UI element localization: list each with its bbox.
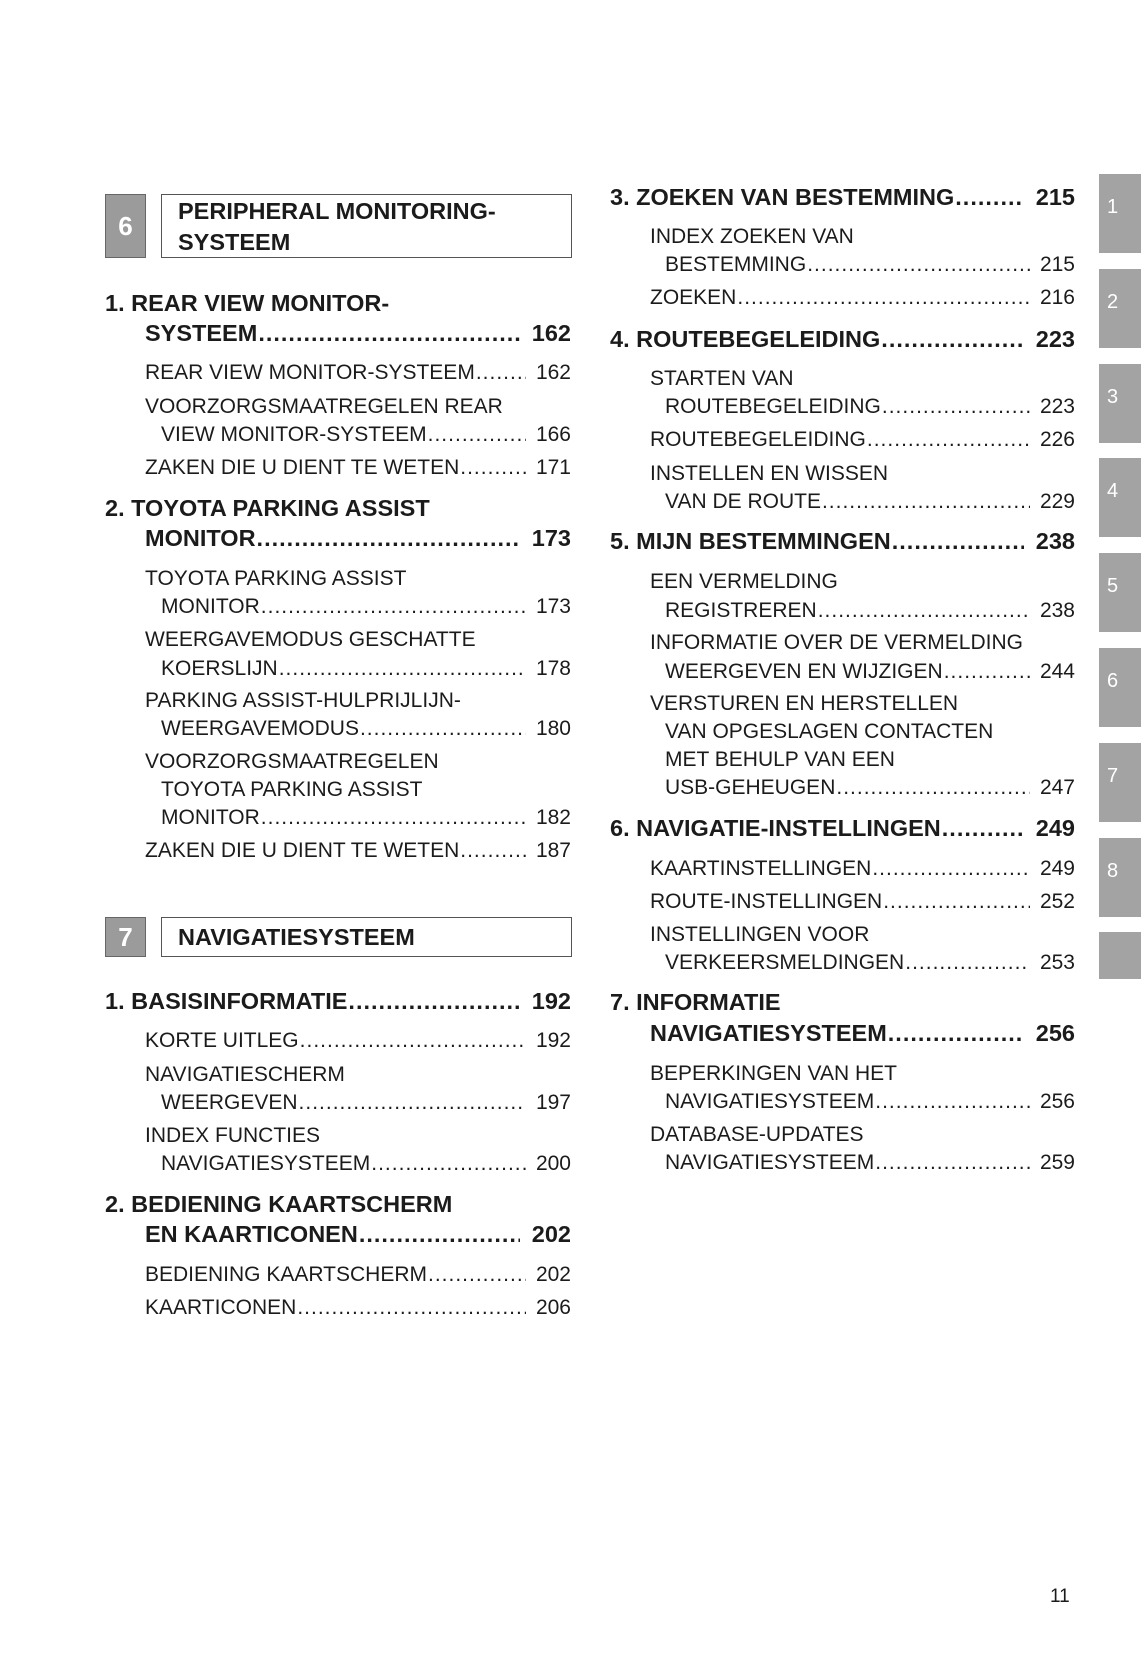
toc-page-number: 166	[535, 422, 571, 446]
toc-item-line	[650, 365, 794, 393]
chapter-tab-index[interactable]	[1099, 932, 1141, 979]
toc-item-line[interactable]	[665, 774, 1075, 802]
toc-section-line	[610, 988, 781, 1016]
toc-entry-text: WEERGEVEN	[161, 1091, 298, 1115]
toc-entry-text: 2. TOYOTA PARKING ASSIST	[105, 495, 430, 522]
toc-entry-text: MONITOR	[161, 806, 260, 830]
toc-entry-text: INDEX FUNCTIES	[145, 1123, 321, 1147]
chapter-tab-1[interactable]: 1	[1099, 174, 1141, 253]
dot-leader	[881, 325, 1023, 353]
chapter-tab-8[interactable]: 8	[1099, 838, 1141, 917]
toc-page-number: 171	[535, 456, 571, 480]
toc-page-number: 249	[1035, 814, 1075, 841]
toc-page-number: 202	[535, 1262, 571, 1286]
toc-item-line	[145, 565, 406, 593]
toc-entry-text: USB-GEHEUGEN	[665, 775, 836, 799]
toc-entry-text: 5. MIJN BESTEMMINGEN	[610, 528, 891, 554]
toc-page-number: 182	[535, 806, 571, 830]
toc-entry-text: WEERGAVEMODUS GESCHATTE	[145, 628, 476, 652]
toc-item-line[interactable]	[665, 1149, 1075, 1177]
toc-item-line	[145, 687, 461, 715]
chapter-tab-2[interactable]: 2	[1099, 269, 1141, 348]
toc-entry-text: VERKEERSMELDINGEN	[665, 950, 905, 974]
toc-item-line[interactable]	[665, 393, 1075, 421]
toc-entry-text: INSTELLEN EN WISSEN	[650, 461, 889, 485]
toc-page-number: 162	[535, 361, 571, 385]
toc-page-number: 192	[531, 987, 571, 1014]
toc-item-line[interactable]	[665, 251, 1075, 279]
toc-item-line[interactable]	[665, 658, 1075, 686]
toc-item-line	[145, 748, 439, 776]
toc-entry-text: TOYOTA PARKING ASSIST	[145, 566, 407, 590]
dot-leader	[348, 987, 519, 1015]
dot-leader	[428, 1261, 526, 1289]
toc-entry-text: 7. INFORMATIE	[610, 988, 781, 1015]
toc-page-number: 253	[1039, 950, 1075, 974]
toc-entry-text: STARTEN VAN	[650, 366, 794, 390]
toc-entry-text: ROUTE-INSTELLINGEN	[650, 889, 883, 913]
toc-item-line[interactable]	[650, 426, 1075, 454]
toc-item-line[interactable]	[145, 1027, 571, 1055]
toc-section-line[interactable]	[145, 1220, 571, 1248]
toc-item-line	[145, 626, 476, 654]
toc-item-line[interactable]	[145, 1294, 571, 1322]
dot-leader	[279, 655, 526, 683]
dot-leader	[888, 1019, 1024, 1047]
toc-page-number: 226	[1039, 427, 1075, 451]
toc-entry-text: MET BEHULP VAN EEN	[665, 748, 895, 772]
toc-section-line	[105, 289, 389, 317]
toc-section-line	[105, 494, 430, 522]
toc-entry-text: 6. NAVIGATIE-INSTELLINGEN	[610, 814, 941, 841]
toc-section-line[interactable]	[610, 325, 1075, 353]
dot-leader	[822, 488, 1030, 516]
toc-entry-text: VOORZORGSMAATREGELEN	[145, 750, 439, 774]
dot-leader	[892, 527, 1024, 555]
toc-item-line	[650, 921, 869, 949]
toc-item-line[interactable]	[161, 655, 571, 683]
toc-entry-text: MONITOR	[161, 595, 260, 619]
toc-page-number: 173	[535, 595, 571, 619]
toc-item-line[interactable]	[161, 804, 571, 832]
dot-leader	[836, 774, 1030, 802]
toc-page-number: 216	[1039, 286, 1075, 310]
chapter-7-number: 7	[105, 917, 146, 957]
toc-entry-text: KAARTINSTELLINGEN	[650, 856, 872, 880]
toc-item-line[interactable]	[161, 1150, 571, 1178]
toc-item-line[interactable]	[161, 715, 571, 743]
toc-page-number: 178	[535, 656, 571, 680]
toc-page-number: 252	[1039, 889, 1075, 913]
toc-entry-text: REGISTREREN	[665, 598, 817, 622]
dot-leader	[905, 949, 1030, 977]
toc-entry-text: INDEX ZOEKEN VAN	[650, 225, 854, 249]
toc-entry-text: ZOEKEN	[650, 286, 737, 310]
toc-entry-text: VAN DE ROUTE	[665, 489, 821, 513]
toc-page-number: 215	[1035, 184, 1075, 211]
toc-item-line[interactable]	[161, 593, 571, 621]
toc-item-line[interactable]	[665, 488, 1075, 516]
toc-entry-text: 2. BEDIENING KAARTSCHERM	[105, 1191, 453, 1218]
toc-entry-text: EN KAARTICONEN	[145, 1220, 358, 1247]
toc-entry-text: NAVIGATIESYSTEEM	[665, 1090, 875, 1113]
toc-entry-text: BESTEMMING	[665, 252, 807, 276]
toc-entry-text: ROUTEBEGELEIDING	[650, 427, 866, 451]
toc-entry-text: 1. REAR VIEW MONITOR-	[105, 289, 390, 316]
toc-item-line	[145, 1061, 345, 1089]
toc-page-number: 223	[1039, 395, 1075, 419]
chapter-tab-4[interactable]: 4	[1099, 458, 1141, 537]
toc-entry-text: KOERSLIJN	[161, 656, 278, 680]
toc-item-line[interactable]	[665, 597, 1075, 625]
toc-item-line	[650, 223, 854, 251]
toc-page-number: 229	[1039, 489, 1075, 513]
toc-entry-text: KAARTICONEN	[145, 1295, 297, 1319]
toc-entry-text: TOYOTA PARKING ASSIST	[161, 777, 423, 801]
toc-item-line[interactable]	[161, 1089, 571, 1117]
dot-leader	[807, 251, 1030, 279]
toc-item-line[interactable]	[145, 1261, 571, 1289]
page-number: 11	[1050, 1586, 1070, 1607]
toc-entry-text: NAVIGATIESYSTEEM	[650, 1020, 887, 1047]
toc-item-line	[650, 1060, 897, 1088]
toc-item-line[interactable]	[650, 888, 1075, 916]
toc-entry-text: BEPERKINGEN VAN HET	[650, 1061, 897, 1085]
toc-entry-text: SYSTEEM	[145, 320, 258, 347]
toc-entry-text: INFORMATIE OVER DE VERMELDING	[650, 631, 1023, 655]
toc-item-line	[650, 568, 838, 596]
toc-entry-text: ROUTEBEGELEIDING	[665, 395, 881, 419]
dot-leader	[875, 1088, 1030, 1116]
toc-page-number: 202	[531, 1220, 571, 1247]
dot-leader	[737, 284, 1030, 312]
toc-entry-text: NAVIGATIESYSTEEM	[665, 1151, 875, 1175]
toc-section-line[interactable]	[105, 987, 571, 1015]
chapter-6-title-line-2: SYSTEEM	[178, 229, 291, 255]
toc-entry-text: VERSTUREN EN HERSTELLEN	[650, 692, 959, 716]
toc-page-number: 256	[1039, 1090, 1075, 1113]
chapter-tab-7[interactable]: 7	[1099, 743, 1141, 822]
dot-leader	[867, 426, 1030, 454]
toc-page-number: 238	[1035, 528, 1075, 554]
dot-leader	[460, 454, 526, 482]
dot-leader	[258, 319, 519, 347]
toc-item-line[interactable]	[650, 284, 1075, 312]
toc-entry-text: INSTELLINGEN VOOR	[650, 923, 870, 947]
toc-entry-text: WEERGEVEN EN WIJZIGEN	[665, 659, 943, 683]
toc-item-line	[665, 718, 993, 746]
dot-leader	[428, 421, 526, 449]
toc-item-line	[145, 393, 503, 421]
dot-leader	[359, 1220, 520, 1248]
toc-item-line	[665, 746, 895, 774]
dot-leader	[818, 597, 1030, 625]
toc-entry-text: ZAKEN DIE U DIENT TE WETEN	[145, 456, 460, 480]
dot-leader	[371, 1150, 526, 1178]
toc-entry-text: NAVIGATIESCHERM	[145, 1062, 345, 1086]
toc-entry-text: KORTE UITLEG	[145, 1028, 299, 1052]
toc-page-number: 197	[535, 1091, 571, 1115]
dot-leader	[297, 1294, 526, 1322]
toc-page-number: 238	[1039, 598, 1075, 622]
toc-entry-text: VIEW MONITOR-SYSTEEM	[161, 422, 427, 446]
toc-section-line[interactable]	[650, 1019, 1075, 1047]
toc-item-line	[650, 690, 958, 718]
chapter-tab-6[interactable]: 6	[1099, 648, 1141, 727]
dot-leader	[261, 593, 526, 621]
toc-item-line	[161, 776, 422, 804]
toc-entry-text: VOORZORGSMAATREGELEN REAR	[145, 395, 503, 419]
dot-leader	[300, 1027, 526, 1055]
toc-item-line[interactable]	[665, 1088, 1075, 1116]
toc-page-number: 162	[531, 320, 571, 347]
toc-section-line[interactable]	[145, 319, 571, 347]
toc-item-line[interactable]	[161, 421, 571, 449]
toc-entry-text: REAR VIEW MONITOR-SYSTEEM	[145, 361, 475, 385]
toc-item-line[interactable]	[665, 949, 1075, 977]
toc-entry-text: VAN OPGESLAGEN CONTACTEN	[665, 719, 994, 743]
toc-section-line[interactable]	[610, 814, 1075, 842]
dot-leader	[875, 1149, 1030, 1177]
dot-leader	[476, 359, 526, 387]
toc-page-number: 223	[1035, 325, 1075, 352]
toc-entry-text: 4. ROUTEBEGELEIDING	[610, 325, 881, 352]
toc-page-number: 259	[1039, 1151, 1075, 1175]
dot-leader	[261, 804, 526, 832]
toc-entry-text: BEDIENING KAARTSCHERM	[145, 1262, 427, 1286]
toc-page-number: 244	[1039, 659, 1075, 683]
dot-leader	[882, 393, 1030, 421]
dot-leader	[942, 814, 1024, 842]
toc-entry-text: MONITOR	[145, 524, 256, 551]
chapter-tab-3[interactable]: 3	[1099, 364, 1141, 443]
toc-item-line[interactable]	[145, 837, 571, 865]
toc-item-line[interactable]	[145, 454, 571, 482]
toc-page-number: 215	[1039, 252, 1075, 276]
toc-section-line	[105, 1190, 452, 1218]
toc-section-line[interactable]	[610, 527, 1075, 555]
chapter-7-title: NAVIGATIESYSTEEM	[178, 924, 415, 950]
toc-page-number: 173	[531, 524, 571, 551]
toc-page-number: 180	[535, 716, 571, 740]
dot-leader	[360, 715, 526, 743]
toc-item-line[interactable]	[145, 359, 571, 387]
toc-item-line	[650, 460, 888, 488]
dot-leader	[883, 888, 1030, 916]
dot-leader	[872, 855, 1030, 883]
toc-section-line[interactable]	[610, 183, 1075, 211]
toc-entry-text: ZAKEN DIE U DIENT TE WETEN	[145, 839, 460, 863]
dot-leader	[944, 658, 1030, 686]
toc-item-line	[650, 629, 1023, 657]
chapter-tab-5[interactable]: 5	[1099, 553, 1141, 632]
chapter-6-number: 6	[105, 194, 146, 258]
toc-section-line[interactable]	[145, 524, 571, 552]
toc-entry-text: PARKING ASSIST-HULPRIJLIJN-	[145, 689, 461, 713]
chapter-6-title-line-1: PERIPHERAL MONITORING-	[178, 198, 496, 224]
dot-leader	[299, 1089, 526, 1117]
dot-leader	[955, 183, 1024, 211]
toc-item-line[interactable]	[650, 855, 1075, 883]
toc-page-number: 256	[1035, 1020, 1075, 1047]
toc-page-number: 249	[1039, 856, 1075, 880]
toc-entry-text: DATABASE-UPDATES	[650, 1122, 864, 1146]
toc-entry-text: EEN VERMELDING	[650, 570, 838, 594]
toc-item-line	[650, 1121, 864, 1149]
toc-page-number: 187	[535, 839, 571, 863]
toc-page-number: 247	[1039, 775, 1075, 799]
toc-item-line	[145, 1122, 320, 1150]
toc-entry-text: 1. BASISINFORMATIE	[105, 987, 348, 1014]
toc-page-number: 206	[535, 1295, 571, 1319]
toc-page-number: 192	[535, 1028, 571, 1052]
dot-leader	[460, 837, 526, 865]
dot-leader	[257, 524, 520, 552]
toc-entry-text: NAVIGATIESYSTEEM	[161, 1152, 371, 1176]
toc-entry-text: 3. ZOEKEN VAN BESTEMMING	[610, 184, 955, 211]
toc-entry-text: WEERGAVEMODUS	[161, 716, 359, 740]
toc-page-number: 200	[535, 1152, 571, 1176]
